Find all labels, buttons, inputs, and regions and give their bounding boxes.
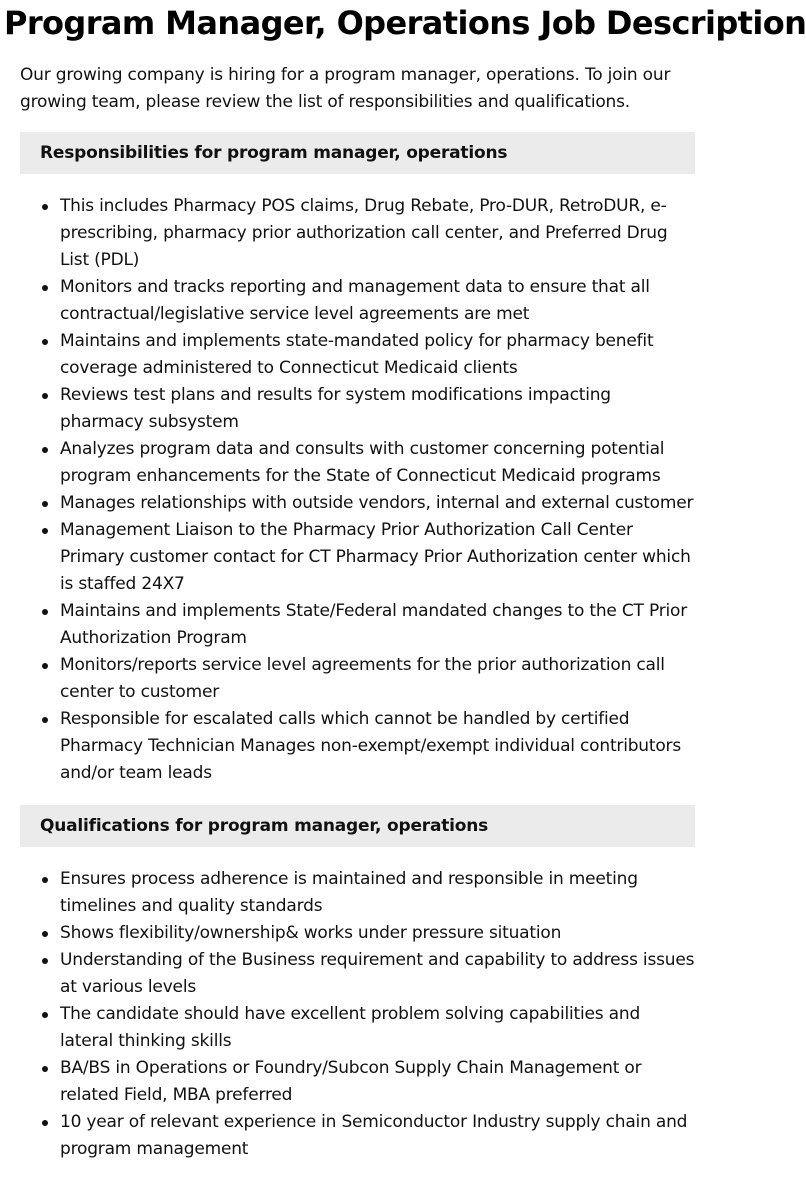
list-item: BA/BS in Operations or Foundry/Subcon Supply Chain Management or related Field, MBA preferred [20, 1055, 695, 1109]
list-item: Maintains and implements state-mandated policy for pharmacy benefit coverage administered to Connecticut Medicaid clients [20, 328, 695, 382]
list-item: Reviews test plans and results for system modifications impacting pharmacy subsystem [20, 382, 695, 436]
list-item: Monitors/reports service level agreements for the prior authorization call center to customer [20, 652, 695, 706]
list-item: 10 year of relevant experience in Semiconductor Industry supply chain and program management [20, 1109, 695, 1163]
list-item: Responsible for escalated calls which cannot be handled by certified Pharmacy Technician Manages non-exempt/exempt individual contributors and/or team leads [20, 706, 695, 787]
list-item: The candidate should have excellent problem solving capabilities and lateral thinking skills [20, 1001, 695, 1055]
responsibilities-list [20, 193, 695, 787]
list-item: Management Liaison to the Pharmacy Prior Authorization Call Center Primary customer contact for CT Pharmacy Prior Authorization center which is staffed 24X7 [20, 517, 695, 598]
list-item: Shows flexibility/ownership& works under pressure situation [20, 920, 695, 947]
list-item: This includes Pharmacy POS claims, Drug Rebate, Pro-DUR, RetroDUR, e-prescribing, pharmacy prior authorization call center, and Preferred Drug List (PDL) [20, 193, 695, 274]
list-item: Manages relationships with outside vendors, internal and external customer [20, 490, 695, 517]
list-item: Maintains and implements State/Federal mandated changes to the CT Prior Authorization Program [20, 598, 695, 652]
intro-paragraph: Our growing company is hiring for a program manager, operations. To join our growing team, please review the list of responsibilities and qualifications. [20, 65, 671, 112]
list-item: Understanding of the Business requirement and capability to address issues at various levels [20, 947, 695, 1001]
page-title: Program Manager, Operations Job Description [4, 4, 806, 42]
responsibilities-heading: Responsibilities for program manager, operations [20, 132, 695, 174]
list-item: Ensures process adherence is maintained and responsible in meeting timelines and quality standards [20, 866, 695, 920]
qualifications-heading: Qualifications for program manager, operations [20, 805, 695, 847]
qualifications-list [20, 866, 695, 1163]
list-item: Analyzes program data and consults with customer concerning potential program enhancements for the State of Connecticut Medicaid programs [20, 436, 695, 490]
list-item: Monitors and tracks reporting and management data to ensure that all contractual/legislative service level agreements are met [20, 274, 695, 328]
